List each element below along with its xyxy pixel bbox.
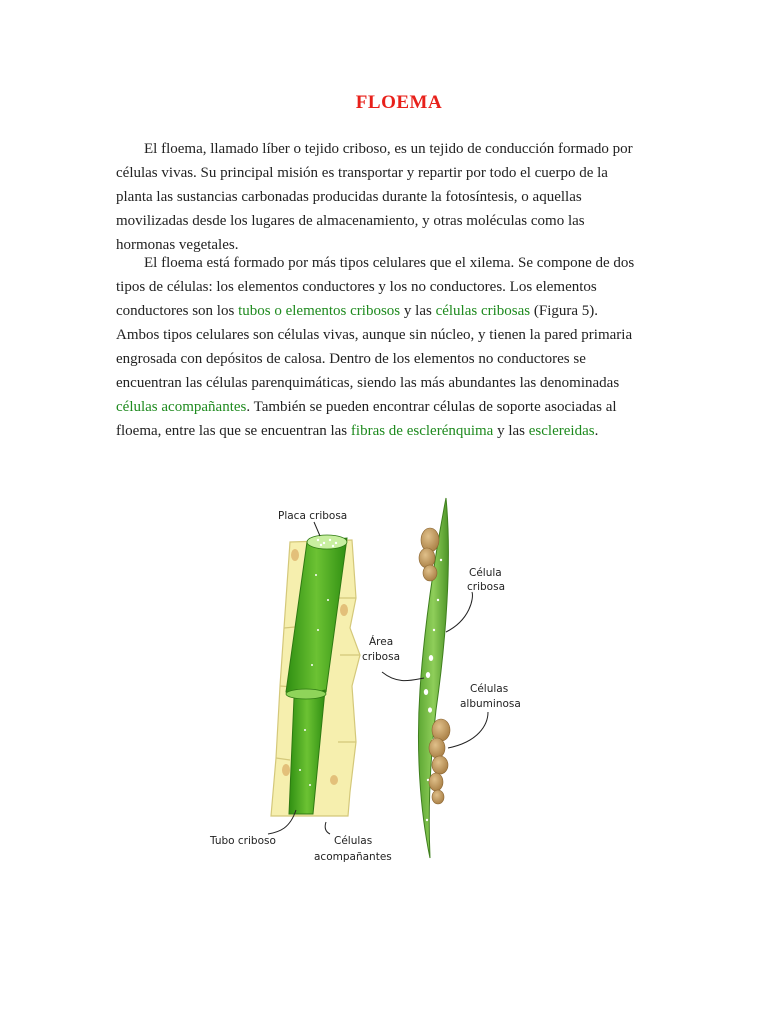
paragraph-text: .: [594, 423, 599, 439]
label-area-cribosa-1: Área: [369, 636, 394, 648]
link-esclereidas[interactable]: esclereidas: [528, 423, 595, 439]
link-fibras-esclerenquima[interactable]: fibras de esclerénquima: [350, 423, 494, 439]
label-celula-cribosa-2: cribosa: [467, 581, 506, 593]
label-celulas-albuminosa-1: Células: [470, 683, 509, 695]
label-area-cribosa-2: cribosa: [362, 651, 401, 663]
label-placa-cribosa: Placa cribosa: [278, 510, 348, 522]
paragraph-text: . También se pueden encontrar células de soporte asociadas al floema, entre las que se encuentran las: [116, 399, 617, 439]
paragraph-text: (Figura 5). Ambos tipos celulares son células vivas, aunque sin núcleo, y tienen la pared primaria engrosada con depósitos de calosa. Dentro de los elementos no conductores se encuentran las células parenquimáticas, siendo las más abundantes las denominadas: [116, 303, 633, 391]
paragraph-text: y las: [493, 423, 529, 439]
label-celulas-acompanantes-1: Células: [334, 835, 373, 847]
label-celulas-acompanantes-2: acompañantes: [314, 851, 392, 863]
link-celulas-cribosas[interactable]: células cribosas: [435, 303, 531, 319]
link-tubos-cribosos[interactable]: tubos o elementos cribosos: [238, 303, 401, 319]
label-celulas-albuminosa-2: albuminosa: [460, 698, 521, 710]
phloem-figure: [0, 480, 768, 880]
paragraph-text: y las: [400, 303, 436, 319]
link-celulas-acompanantes[interactable]: células acompañantes: [116, 399, 247, 415]
paragraph-cell-types: [116, 251, 638, 443]
label-tubo-criboso: Tubo criboso: [210, 835, 276, 847]
paragraph-intro: [116, 137, 638, 257]
label-celula-cribosa-1: Célula: [469, 567, 502, 579]
paragraph-text: El floema está formado por más tipos celulares que el xilema. Se compone de dos tipos de células: los elementos conductores y los no conductores. Los elementos conductores son los: [116, 255, 635, 319]
page-title: FLOEMA: [355, 92, 443, 113]
paragraph-intro-text: El floema, llamado líber o tejido criboso, es un tejido de conducción formado por células vivas. Su principal misión es transportar y repartir por todo el cuerpo de la planta las sustancias carbonadas producidas durante la fotosíntesis, o aquellas movilizadas desde los lugares de almacenamiento, y otras moléculas como las hormonas vegetales.: [116, 141, 633, 253]
